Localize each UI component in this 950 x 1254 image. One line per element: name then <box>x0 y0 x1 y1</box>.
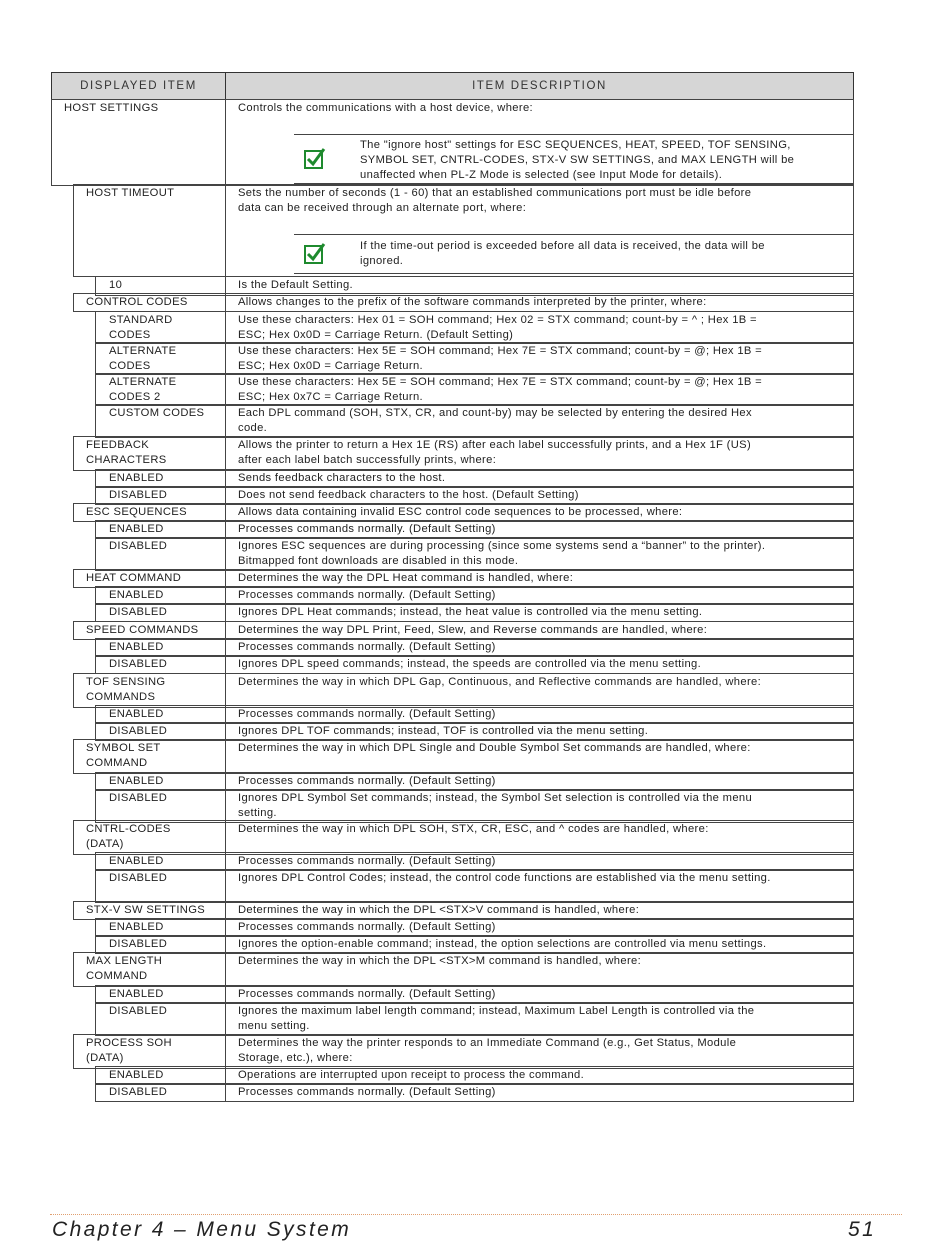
displayed-item-disabled: DISABLED <box>95 486 226 505</box>
item-description: Ignores DPL Heat commands; instead, the heat value is controlled via the menu setting. <box>225 603 854 622</box>
column-header-displayed-item: DISPLAYED ITEM <box>51 72 226 100</box>
item-description: Processes commands normally. (Default Setting) <box>225 638 854 657</box>
host-timeout-row <box>0 184 950 277</box>
table-row <box>0 1083 950 1102</box>
table-row <box>0 373 950 406</box>
displayed-item-disabled: DISABLED <box>95 537 226 571</box>
footer-page-number: 51 <box>848 1218 877 1241</box>
item-description: Use these characters: Hex 5E = SOH command; Hex 7E = STX command; count-by = @; Hex 1B = ESC; Hex 0x0D = Carriage Return. <box>225 342 854 375</box>
item-description: Determines the way in which DPL Single and Double Symbol Set commands are handled, where: <box>225 739 854 774</box>
host-settings-item: HOST SETTINGS <box>51 99 226 186</box>
item-description: Processes commands normally. (Default Setting) <box>225 705 854 724</box>
item-description: Processes commands normally. (Default Setting) <box>225 586 854 605</box>
displayed-item-process-soh-data: PROCESS SOH (DATA) <box>73 1034 226 1069</box>
displayed-item-tof-sensing-commands: TOF SENSING COMMANDS <box>73 673 226 708</box>
displayed-item-cntrl-codes-data: CNTRL-CODES (DATA) <box>73 820 226 855</box>
displayed-item-disabled: DISABLED <box>95 789 226 823</box>
table-row <box>0 739 950 774</box>
displayed-item-enabled: ENABLED <box>95 1066 226 1085</box>
item-description: Each DPL command (SOH, STX, CR, and count-by) may be selected by entering the desired Hex code. <box>225 404 854 438</box>
item-description: Processes commands normally. (Default Setting) <box>225 985 854 1004</box>
item-description: Operations are interrupted upon receipt to process the command. <box>225 1066 854 1085</box>
displayed-item-enabled: ENABLED <box>95 772 226 791</box>
displayed-item-enabled: ENABLED <box>95 985 226 1004</box>
item-description: Determines the way the DPL Heat command is handled, where: <box>225 569 854 588</box>
table-row <box>0 869 950 903</box>
column-header-item-description: ITEM DESCRIPTION <box>225 72 854 100</box>
displayed-item-standard-codes: STANDARD CODES <box>95 311 226 344</box>
displayed-item-disabled: DISABLED <box>95 603 226 622</box>
item-description: Processes commands normally. (Default Setting) <box>225 852 854 871</box>
displayed-item-disabled: DISABLED <box>95 722 226 741</box>
item-description: Use these characters: Hex 01 = SOH command; Hex 02 = STX command; count-by = ^ ; Hex 1B = ESC; Hex 0x0D = Carriage Return. (Default Setting) <box>225 311 854 344</box>
item-description: Ignores the option-enable command; instead, the option selections are controlled via menu settings. <box>225 935 854 954</box>
table-row <box>0 603 950 622</box>
item-description: Processes commands normally. (Default Setting) <box>225 772 854 791</box>
displayed-item-control-codes: CONTROL CODES <box>73 293 226 312</box>
table-row <box>0 436 950 471</box>
displayed-item-alternate-codes-2: ALTERNATE CODES 2 <box>95 373 226 406</box>
item-description: Allows data containing invalid ESC control code sequences to be processed, where: <box>225 503 854 522</box>
displayed-item-esc-sequences: ESC SEQUENCES <box>73 503 226 522</box>
displayed-item-enabled: ENABLED <box>95 852 226 871</box>
item-description: Determines the way in which the DPL <STX>M command is handled, where: <box>225 952 854 987</box>
item-description: Determines the way in which DPL Gap, Continuous, and Reflective commands are handled, where: <box>225 673 854 708</box>
displayed-item-enabled: ENABLED <box>95 638 226 657</box>
host-timeout-note-text: If the time-out period is exceeded before all data is received, the data will be ignored. <box>360 240 765 267</box>
item-description: Allows the printer to return a Hex 1E (RS) after each label successfully prints, and a Hex 1F (US) after each label batch successfully prints, where: <box>225 436 854 471</box>
item-description: Ignores DPL Symbol Set commands; instead, the Symbol Set selection is controlled via the menu setting. <box>225 789 854 823</box>
displayed-item-speed-commands: SPEED COMMANDS <box>73 621 226 640</box>
host-timeout-note <box>294 234 854 274</box>
table-row <box>0 820 950 855</box>
table-row <box>0 789 950 823</box>
item-description: Determines the way in which DPL SOH, STX, CR, ESC, and ^ codes are handled, where: <box>225 820 854 855</box>
displayed-item-enabled: ENABLED <box>95 705 226 724</box>
displayed-item-enabled: ENABLED <box>95 520 226 539</box>
displayed-item-enabled: ENABLED <box>95 918 226 937</box>
table-row <box>0 1034 950 1069</box>
host-settings-row <box>0 99 950 186</box>
item-description: Ignores the maximum label length command; instead, Maximum Label Length is controlled via the menu setting. <box>225 1002 854 1036</box>
item-description: Determines the way the printer responds to an Immediate Command (e.g., Get Status, Module Storage, etc.), where: <box>225 1034 854 1069</box>
item-description: Processes commands normally. (Default Setting) <box>225 520 854 539</box>
displayed-item-disabled: DISABLED <box>95 1002 226 1036</box>
displayed-item-stx-v-sw-settings: STX-V SW SETTINGS <box>73 901 226 920</box>
displayed-item-custom-codes: CUSTOM CODES <box>95 404 226 438</box>
displayed-item-disabled: DISABLED <box>95 655 226 674</box>
checkmark-icon <box>304 147 326 169</box>
table-row <box>0 1002 950 1036</box>
item-description: Ignores DPL speed commands; instead, the speeds are controlled via the menu setting. <box>225 655 854 674</box>
table-row <box>0 404 950 438</box>
displayed-item-symbol-set-command: SYMBOL SET COMMAND <box>73 739 226 774</box>
displayed-item-enabled: ENABLED <box>95 469 226 488</box>
table-row <box>0 293 950 312</box>
host-settings-note <box>294 134 854 184</box>
displayed-item-heat-command: HEAT COMMAND <box>73 569 226 588</box>
table-row <box>0 952 950 987</box>
item-description: Ignores ESC sequences are during processing (since some systems send a “banner” to the printer). Bitmapped font downloads are disabled in this mode. <box>225 537 854 571</box>
displayed-item-enabled: ENABLED <box>95 586 226 605</box>
table-row <box>0 655 950 674</box>
displayed-item-feedback-characters: FEEDBACK CHARACTERS <box>73 436 226 471</box>
item-description: Ignores DPL TOF commands; instead, TOF is controlled via the menu setting. <box>225 722 854 741</box>
item-description: Determines the way in which the DPL <STX>V command is handled, where: <box>225 901 854 920</box>
item-description: Does not send feedback characters to the host. (Default Setting) <box>225 486 854 505</box>
item-description: Processes commands normally. (Default Setting) <box>225 1083 854 1102</box>
host-timeout-description: Sets the number of seconds (1 - 60) that an established communications port must be idle before data can be received through an alternate port, where: <box>225 184 854 277</box>
displayed-item-disabled: DISABLED <box>95 935 226 954</box>
item-description: Processes commands normally. (Default Setting) <box>225 918 854 937</box>
displayed-item-max-length-command: MAX LENGTH COMMAND <box>73 952 226 987</box>
item-description: Use these characters: Hex 5E = SOH command; Hex 7E = STX command; count-by = @; Hex 1B = ESC; Hex 0x7C = Carriage Return. <box>225 373 854 406</box>
footer-chapter-title: Chapter 4 – Menu System <box>52 1218 352 1241</box>
table-row <box>0 311 950 344</box>
displayed-item-disabled: DISABLED <box>95 1083 226 1102</box>
displayed-item-alternate-codes: ALTERNATE CODES <box>95 342 226 375</box>
table-row <box>0 673 950 708</box>
item-description: Is the Default Setting. <box>225 276 854 296</box>
table-row <box>0 342 950 375</box>
host-timeout-item: HOST TIMEOUT <box>73 184 226 277</box>
footer-rule <box>50 1214 902 1215</box>
item-description: Determines the way DPL Print, Feed, Slew, and Reverse commands are handled, where: <box>225 621 854 640</box>
item-description: Allows changes to the prefix of the software commands interpreted by the printer, where: <box>225 293 854 312</box>
host-settings-description: Controls the communications with a host device, where: <box>225 99 854 186</box>
item-description: Sends feedback characters to the host. <box>225 469 854 488</box>
host-settings-note-text: The "ignore host" settings for ESC SEQUENCES, HEAT, SPEED, TOF SENSING, SYMBOL SET, CNTRL-CODES, STX-V SW SETTINGS, and MAX LENGTH will be unaffected when PL-Z Mode is selected (see Input Mode for details). <box>360 139 795 181</box>
checkmark-icon <box>304 242 326 264</box>
displayed-item-10: 10 <box>95 276 226 296</box>
table-row <box>0 537 950 571</box>
item-description: Ignores DPL Control Codes; instead, the control code functions are established via the menu setting. <box>225 869 854 903</box>
displayed-item-disabled: DISABLED <box>95 869 226 903</box>
